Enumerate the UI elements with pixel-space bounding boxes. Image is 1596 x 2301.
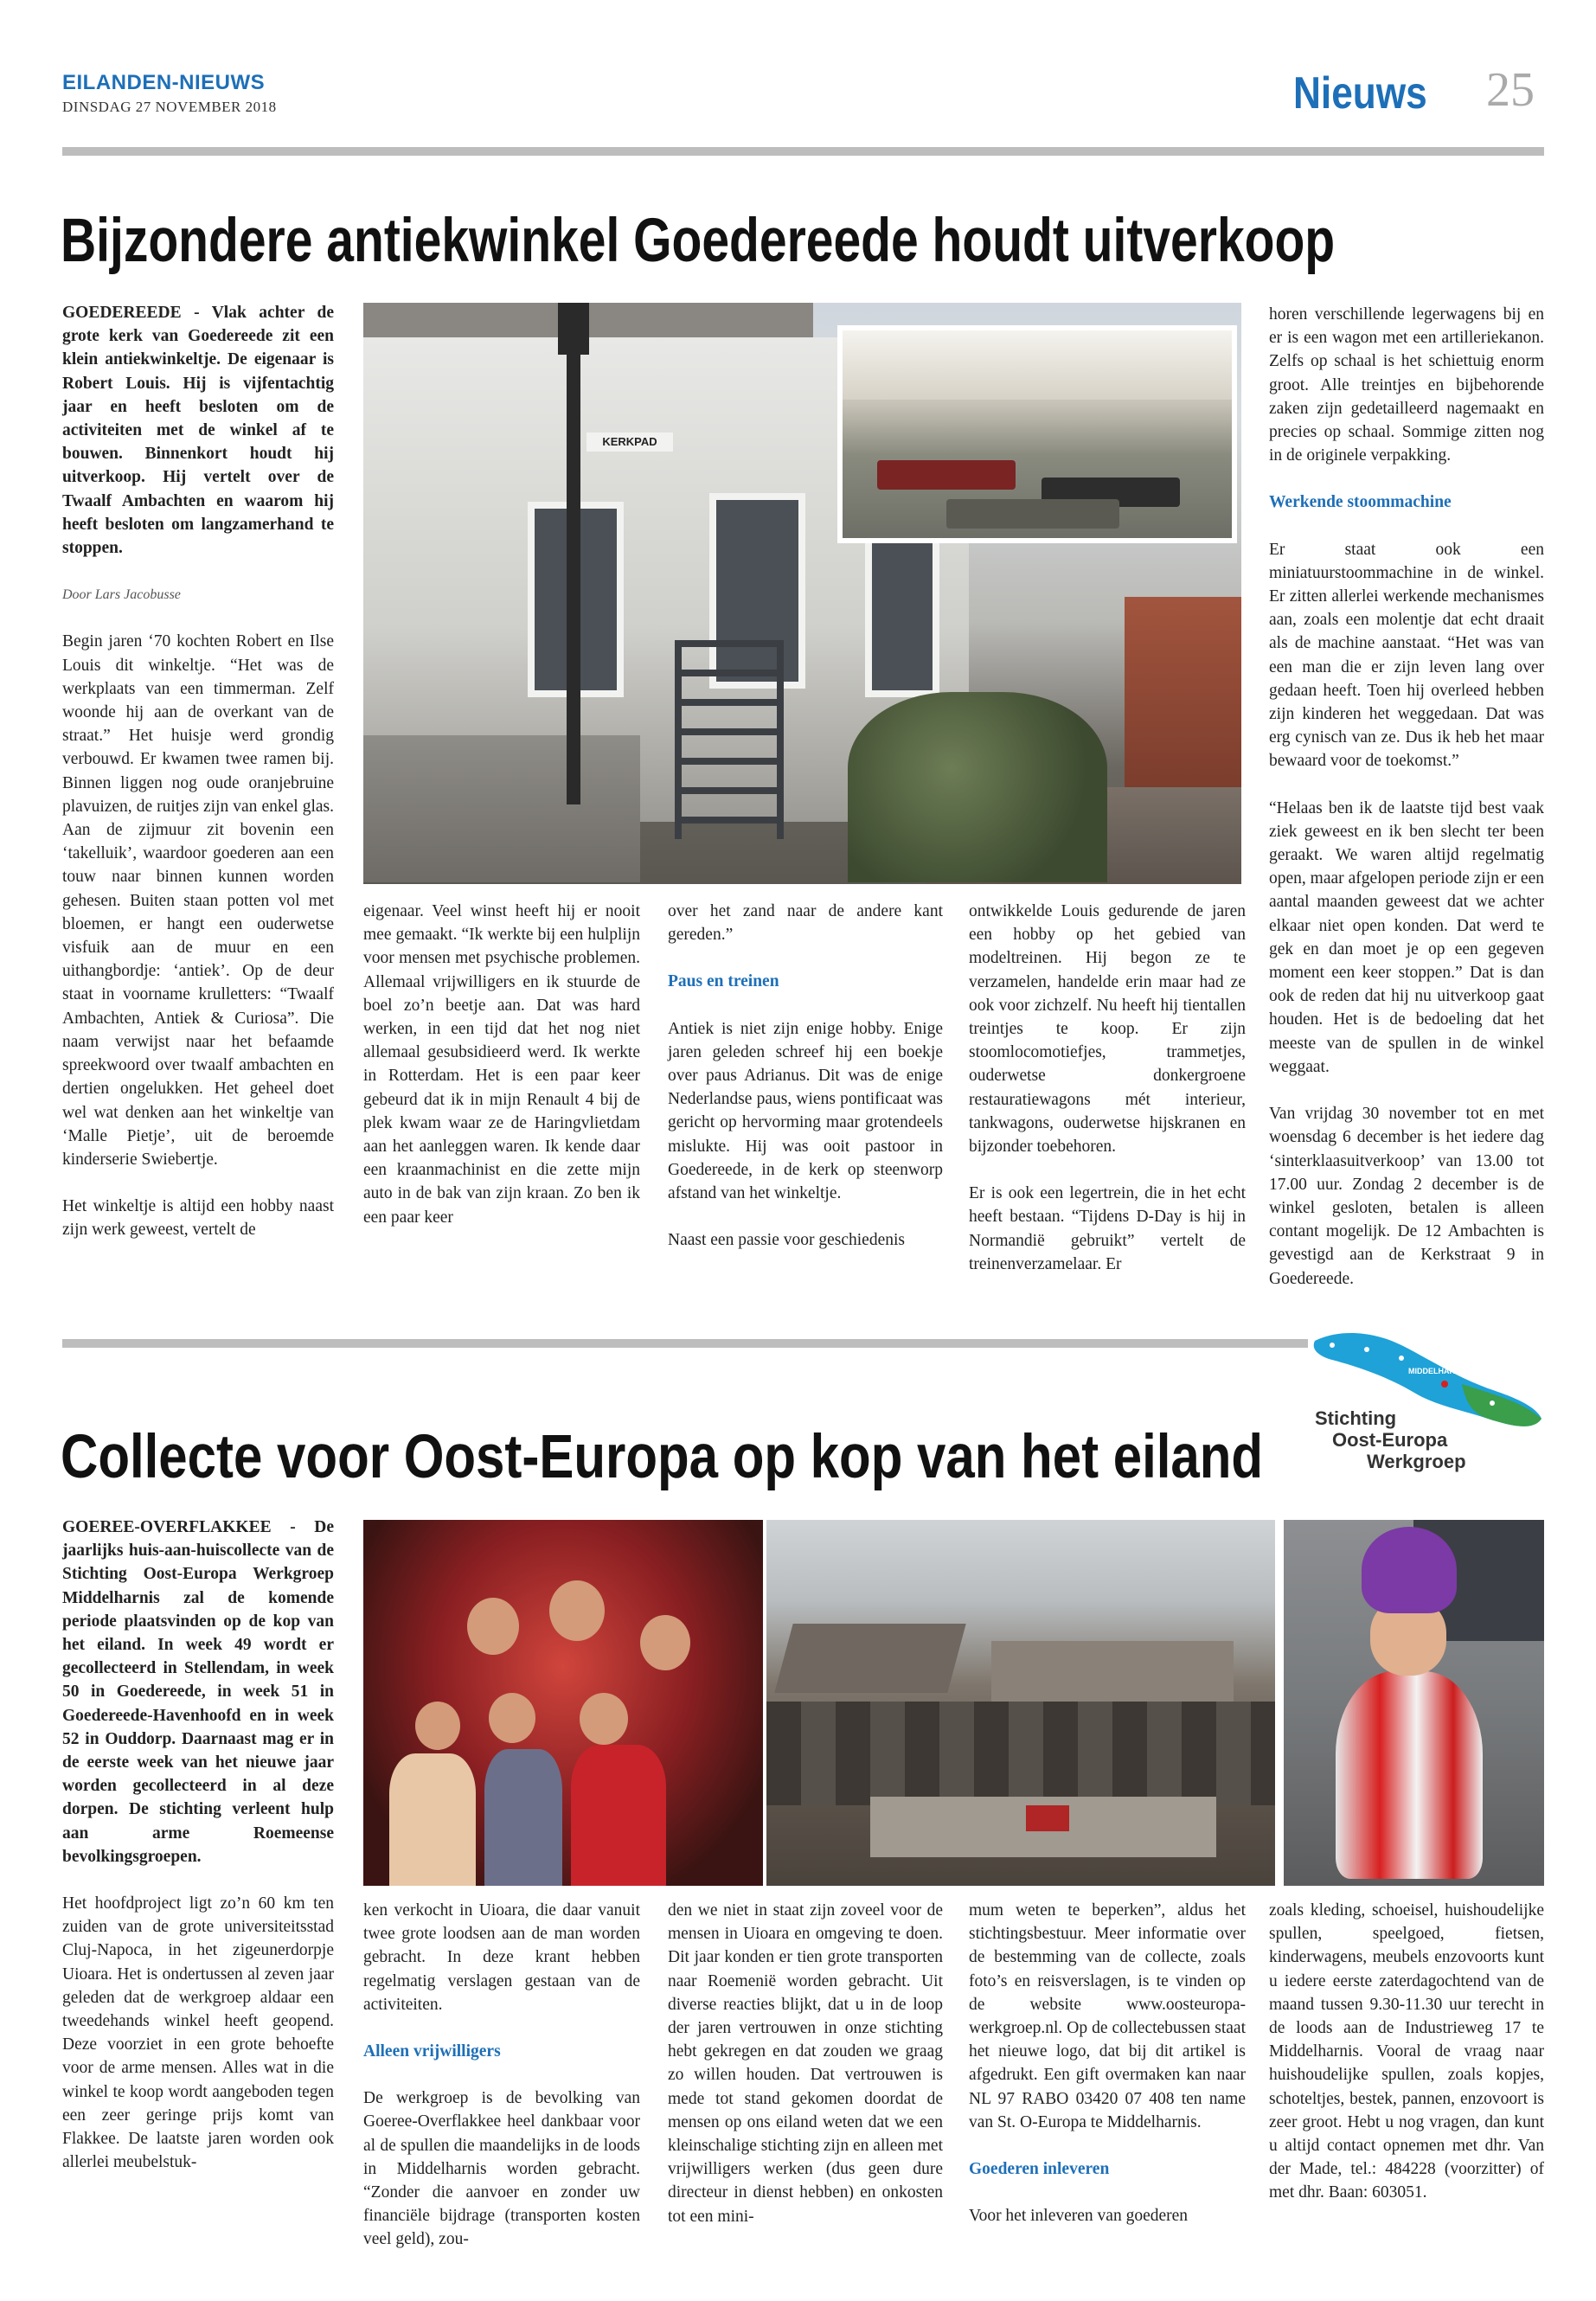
article2-paragraph: Voor het inleveren van goederen xyxy=(969,2207,1189,2226)
issue-date: DINSDAG 27 NOVEMBER 2018 xyxy=(62,99,277,115)
model-train xyxy=(946,499,1119,529)
logo-line: Stichting xyxy=(1315,1407,1397,1429)
article1-paragraph: Van vrijdag 30 november tot en met woensdag 6 december is het iedere dag ‘sinterklaasuitverkoop’ van 13.00 tot 17.00 uur. Zondag 2 december is de winkel gesloten, betalen is alleen contant mogelijk. De 12 Ambachten is gevestigd aan de Kerkstraat 9 in Goedereede. xyxy=(1269,1105,1544,1288)
article2-headline: Collecte voor Oost-Europa op kop van het eiland xyxy=(61,1423,1264,1491)
article1-column-1 xyxy=(62,301,334,1266)
article2-column-3 xyxy=(668,1899,943,2252)
village-photo xyxy=(766,1520,1275,1886)
map-town-dot xyxy=(1441,1381,1448,1388)
article2-lead: GOEREE-OVERFLAKKEE - De jaarlijks huis-aan-huiscollecte van de Stichting Oost-Europa Werkgroep Middelharnis zal de komende periode plaatsvinden op de kop van het eiland. In week 49 wordt er gecollecteerd in Stellendam, in week 50 in Goedereede, in week 51 in Goedereede-Havenhoofd en in week 52 in Ouddorp. Daarnaast mag er in de eerste week van het nieuwe jaar worden gecollecteerd in al deze dorpen. De stichting verleent hulp aan arme Roemeense bevolkingsgroepen. xyxy=(62,1518,334,1866)
article1-paragraph: ontwikkelde Louis gedurende de jaren een hobby op het gebied van modeltreinen. Hij begon ze te verzamelen, handelde erin maar had ze ook voor zichzelf. Nu heeft hij tientallen treintjes te koop. Er zijn stoomlocomotiefjes, trammetjes, ouderwetse donkergroene restauratiewagons mét interieur, tankwagons, ouderwetse hijskranen en bijzonder toebehoren. xyxy=(969,902,1246,1157)
article1-column-2 xyxy=(363,900,640,1253)
photo-shacks xyxy=(766,1702,1275,1805)
photo-lamp-head xyxy=(558,303,589,355)
article1-paragraph: over het zand naar de andere kant gereden.” xyxy=(668,902,943,945)
stichting-logo-text xyxy=(1315,1407,1466,1472)
photo-bench xyxy=(363,735,640,882)
article2-column-2 xyxy=(363,1899,640,2275)
photo-child-coat xyxy=(1336,1671,1483,1879)
map-town-dot xyxy=(1330,1343,1335,1348)
article2-paragraph: mum weten te beperken”, aldus het stichtingsbestuur. Meer informatie over de bestemming van de collecte, zoals foto’s en reisverslagen, is te vinden op de website www.oosteuropa-werkgroep.nl. Op de collectebussen staat het nieuwe logo, dat bij dit artikel is afgedrukt. Een gift overmaken kan naar NL 97 RABO 03420 07 408 ten name van St. O-Europa te Middelharnis. xyxy=(969,1901,1246,2131)
article-divider xyxy=(62,1339,1308,1348)
logo-line: Werkgroep xyxy=(1367,1451,1466,1472)
article1-paragraph: eigenaar. Veel winst heeft hij er nooit mee gemaakt. “Ik werkte bij een hulplijn voor mensen met psychische problemen. Allemaal vrijwilligers en ik stuurde de boel zo’n beetje aan. Dat was hard werken, in een tijd dat het nog niet allemaal gesubsidieerd werd. Ik werkte in Rotterdam. Het is een paar keer gebeurd dat ik in mijn Renault 4 bij de plek kwam waar ze de Haringvlietdam aan het aanleggen waren. Ik kende daar een kraanmachinist en die zette mijn auto in de bak van zijn kraan. Zo ben ik een paar keer xyxy=(363,902,640,1227)
article2-paragraph: ken verkocht in Uioara, die daar vanuit twee grote loodsen aan de man worden gebracht. In deze krant hebben regelmatig verslagen gestaan van de activiteiten. xyxy=(363,1901,640,2014)
photo-roof xyxy=(991,1641,1234,1702)
article1-paragraph: Er staat ook een miniatuurstoommachine in de winkel. Er zitten allerlei werkende mechanismes aan, zoals een molentje dat echt draait als de machine aanstaat. “Het was van een man die er zijn leven lang over gedaan heeft. Toen hij overleed hebben zijn kinderen het weggedaan. Dat was erg cynisch van ze. Dus ik heb het maar bewaard voor de toekomst.” xyxy=(1269,540,1544,771)
top-divider xyxy=(62,147,1544,156)
article1-paragraph: “Helaas ben ik de laatste tijd best vaak ziek geweest en ik ben slecht ter been geraakt. We waren altijd regelmatig open, maar afgelopen periode zijn er een aantal maanden geweest dat we achter elkaar niet open konden. Dat werd te gek en dan moet je op een gegeven moment een keer stoppen.” Dat is dan ook de reden dat hij nu uitverkoop gaat houden. Het is de bedoeling dat het meeste van de spullen in de winkel weggaat. xyxy=(1269,798,1544,1076)
model-trains-photo xyxy=(837,325,1237,543)
photo-flower-pots xyxy=(848,692,1107,882)
island-map-shade-icon xyxy=(1462,1384,1542,1426)
article1-byline: Door Lars Jacobusse xyxy=(62,587,181,603)
photo-child-clothes xyxy=(389,1753,476,1886)
family-photo xyxy=(363,1520,763,1886)
article1-lead: GOEDEREEDE - Vlak achter de grote kerk van Goedereede zit een klein antiekwinkeltje. De eigenaar is Robert Louis. Hij is vijfentachtig jaar en heeft besloten om de activiteiten met de winkel af te bouwen. Binnenkort houdt hij uitverkoop. Hij vertelt over de Twaalf Ambachten en waarom hij heeft besloten om langzamerhand te stoppen. xyxy=(62,304,334,558)
article2-column-4 xyxy=(969,1899,1246,2251)
article2-column-5 xyxy=(1269,1899,1544,2228)
model-train xyxy=(877,460,1016,490)
article1-paragraph: Naast een passie voor geschiedenis xyxy=(668,1231,905,1250)
photo-red-object xyxy=(1026,1805,1069,1831)
photo-person xyxy=(580,1693,628,1745)
article1-paragraph: Er is ook een legertrein, die in het echt heeft bestaan. “Tijdens D-Day is hij in Normandië gebruikt” vertelt de treinenverzamelaar. Er xyxy=(969,1184,1246,1273)
article1-paragraph: Antiek is niet zijn enige hobby. Enige jaren geleden schreef hij een boekje over paus Adrianus. Dit was de enige Nederlandse paus, wiens pontificaat was gericht op hervorming maar grotendeels mislukte. Hij was ooit pastoor in Goedereede, in de kerk op steenworp afstand van het winkeltje. xyxy=(668,1019,943,1203)
article2-column-1 xyxy=(62,1516,334,2197)
photo-person xyxy=(467,1598,519,1655)
article1-column-4 xyxy=(969,900,1246,1299)
section-title: Nieuws xyxy=(1293,68,1427,119)
article2-paragraph: Het hoofdproject ligt zo’n 60 km ten zuiden van de grote universiteitsstad Cluj-Napoca, in het zigeunerdorpje Uioara. Het is ondertussen al zeven jaar geleden dat de werkgroep aldaar een tweedehands winkel heeft geopend. Deze voorziet in een grote behoefte voor de arme mensen. Alles wat in die winkel te koop wordt aangeboden tegen een zeer geringe prijs komt van Flakkee. De laatste jaren worden ook allerlei meubelstuk- xyxy=(62,1894,334,2172)
article1-subheading: Werkende stoommachine xyxy=(1269,493,1452,512)
photo-window xyxy=(865,536,939,697)
article2-paragraph: zoals kleding, schoeisel, huishoudelijke spullen, speelgoed, fietsen, kinderwagens, meubels enzovoorts kunt u iedere eerste zaterdagochtend van de maand tussen 9.30-11.30 uur terecht in de loods aan de Industrieweg 17 te Middelharnis. Vooral de vraag naar huishoudelijke spullen, zoals kopjes, schoteltjes, bestek, pannen, enzovoort is zeer groot. Hebt u nog vragen, dan kunt u altijd contact opnemen met dhr. Van der Made, tel.: 484228 (voorzitter) of met dhr. Baan: 603051. xyxy=(1269,1901,1544,2202)
shop-window-light xyxy=(843,330,1232,400)
map-town-dot xyxy=(1490,1400,1495,1406)
child-photo xyxy=(1284,1520,1544,1886)
map-town-dot xyxy=(1399,1356,1404,1361)
article1-paragraph: horen verschillende legerwagens bij en er is een wagon met een artilleriekanon. Zelfs op schaal is het schiettuig enorm groot. Alle treintjes en bijbehorende zaken zijn gedetailleerd nagemaakt en precies op schaal. Sommige zitten nog in de originele verpakking. xyxy=(1269,305,1544,465)
photo-brick-house xyxy=(1125,597,1241,796)
photo-ladder xyxy=(675,640,784,839)
article2-paragraph: den we niet in staat zijn zoveel voor de mensen in Uioara en omgeving te doen. Dit jaar konden er tien grote transporten naar Roemenië worden gebracht. Uit diverse reacties blijkt, dat u in de loop der jaren vertrouwen in onze stichting hebt gekregen en dat zouden we graag zo willen houden. Dat vertrouwen is mede tot stand gekomen doordat de mensen op ons eiland weten dat we een kleinschalige stichting zijn en alleen met vrijwilligers werken (dus geen dure directeur in dienst hebben) en onkosten tot een mini- xyxy=(668,1901,943,2226)
photo-person xyxy=(415,1702,460,1750)
photo-red-dress xyxy=(571,1745,666,1886)
logo-line: Oost-Europa xyxy=(1332,1429,1448,1451)
photo-person xyxy=(549,1580,605,1641)
map-label: MIDDELHARNIS xyxy=(1408,1367,1468,1375)
photo-roof xyxy=(774,1624,965,1693)
street-sign: KERKPAD xyxy=(586,433,673,452)
article1-column-3 xyxy=(668,900,943,1275)
photo-street-lamp xyxy=(567,320,580,804)
article1-column-5 xyxy=(1269,303,1544,1314)
photo-person xyxy=(640,1615,690,1670)
page-number: 25 xyxy=(1486,63,1535,117)
article2-paragraph: De werkgroep is de bevolking van Goeree-Overflakkee heel dankbaar voor al de spullen die maandelijks in de loods in Middelharnis worden gebracht. “Zonder die aanvoer en zonder uw financiële bijdrage (transporten kosten veel geld), zou- xyxy=(363,2089,640,2249)
article2-subheading: Goederen inleveren xyxy=(969,2160,1110,2179)
article1-paragraph: Het winkeltje is altijd een hobby naast zijn werk geweest, vertelt de xyxy=(62,1197,334,1240)
map-town-dot xyxy=(1364,1347,1369,1352)
photo-person xyxy=(489,1693,535,1743)
photo-purple-hat xyxy=(1362,1527,1457,1613)
article1-headline: Bijzondere antiekwinkel Goedereede houdt uitverkoop xyxy=(61,207,1336,275)
newspaper-logo: EILANDEN-NIEUWS xyxy=(62,71,266,94)
article2-subheading: Alleen vrijwilligers xyxy=(363,2042,501,2061)
article1-paragraph: Begin jaren ‘70 kochten Robert en Ilse Louis dit winkeltje. “Het was de werkplaats van een timmerman. Zelf woonde hij aan de overkant van de straat.” Het huisje werd grondig verbouwd. Er kwamen twee ramen bij. Binnen liggen nog oude oranjebruine plavuizen, de ruitjes zijn van enkel glas. Aan de zijmuur zit bovenin een ‘takelluik’, waardoor goederen aan een touw naar binnen kunnen worden gehesen. Buiten staan potten vol met bloemen, er hangt een ouderwetse visfuik aan de muur en een uithangbordje: ‘antiek’. Op de deur staat in voorname krulletters: “Twaalf Ambachten, Antiek & Curiosa”. Die naam verwijst naar het befaamde spreekwoord over twaalf ambachten en dertien ongelukken. Het geheel doet wel wat denken aan het winkeltje van ‘Malle Pietje’, uit de beroemde kinderserie Swiebertje. xyxy=(62,632,334,1169)
photo-child-clothes xyxy=(484,1749,562,1886)
article1-subheading: Paus en treinen xyxy=(668,972,779,991)
